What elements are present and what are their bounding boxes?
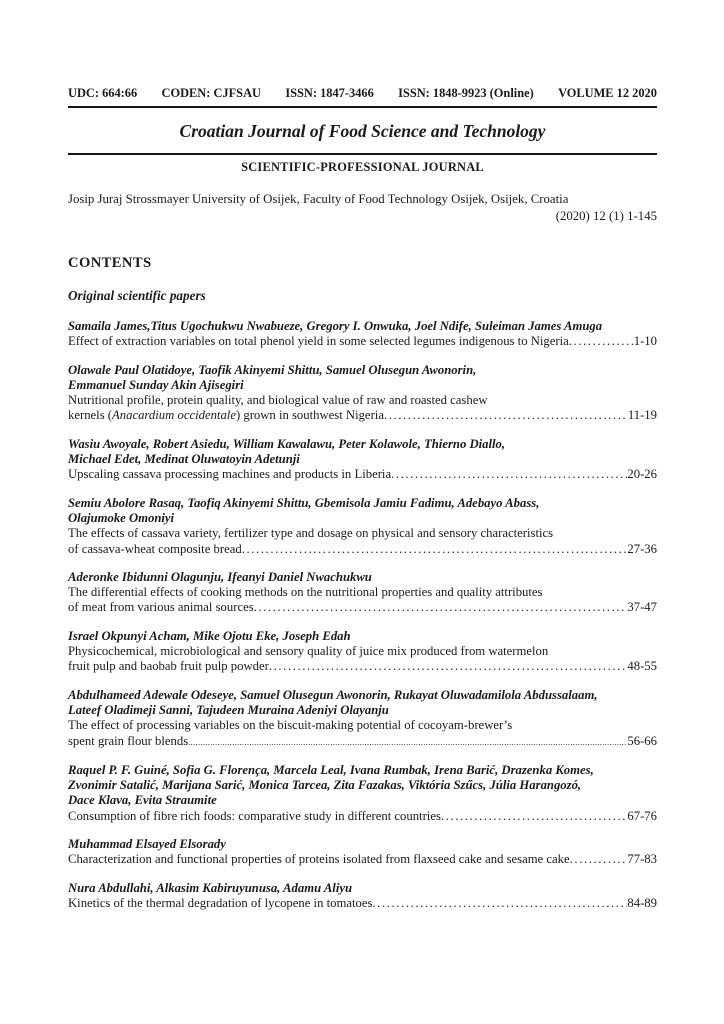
toc-leader-dots — [269, 659, 628, 674]
toc-entry-authors: Raquel P. F. Guiné, Sofia G. Florença, Marcela Leal, Ivana Rumbak, Irena Barić, Drazenka Komes, — [68, 762, 594, 777]
toc-entry-title-text: spent grain flour blends — [68, 733, 189, 748]
toc-entry-pages: 56-66 — [627, 733, 657, 748]
toc-entry-authors: Muhammad Elsayed Elsorady — [68, 837, 226, 852]
issn-online: ISSN: 1848-9923 (Online) — [398, 86, 534, 100]
toc-entry — [68, 319, 657, 350]
toc-leader-dots — [254, 600, 628, 615]
coden-code: CODEN: CJFSAU — [161, 86, 261, 100]
toc-entry-authors: Nura Abdullahi, Alkasim Kabiruyunusa, Adamu Aliyu — [68, 880, 353, 895]
publisher-line: Josip Juraj Strossmayer University of Osijek, Faculty of Food Technology Osijek, Osijek, Croatia — [68, 192, 569, 206]
toc-entry-title-line — [68, 600, 657, 615]
toc-entry-pages: 37-47 — [627, 600, 657, 615]
toc-leader-dots — [384, 408, 628, 423]
header-rule-top — [68, 106, 657, 108]
toc-entry-title-line — [68, 467, 657, 482]
toc-entry-title-text: Consumption of fibre rich foods: comparative study in different countries — [68, 808, 441, 823]
toc-entry-title-line — [68, 734, 657, 750]
toc-entry-authors: Olajumoke Omoniyi — [68, 510, 175, 525]
journal-header — [68, 86, 657, 224]
contents-section — [68, 255, 657, 911]
toc-leader-dots — [441, 809, 627, 824]
toc-entry-authors: Lateef Oladimeji Sanni, Tajudeen Muraina Adeniyi Olayanju — [68, 702, 389, 717]
toc-entry-title-text: Upscaling cassava processing machines and products in Liberia — [68, 467, 392, 482]
toc-entry-title-text: Physicochemical, microbiological and sensory quality of juice mix produced from watermelon — [68, 644, 549, 659]
toc-entry-authors: Zvonimir Satalić, Marijana Sarić, Monica Tarcea, Zita Fazakas, Viktória Szűcs, Júlia Harangozó, — [68, 778, 582, 793]
toc-entry-title-line — [68, 809, 657, 824]
toc-entry-title-line — [68, 718, 657, 733]
toc-entry-authors: Wasiu Awoyale, Robert Asiedu, William Kawalawu, Peter Kolawole, Thierno Diallo, — [68, 436, 506, 451]
toc-entry — [68, 881, 657, 912]
issn-print: ISSN: 1847-3466 — [285, 86, 374, 100]
toc-leader-dots — [391, 467, 627, 482]
toc-entry-authors: Semiu Abolore Rasaq, Taofiq Akinyemi Shittu, Gbemisola Jamiu Fadimu, Adebayo Abass, — [68, 495, 540, 510]
toc-entry-pages: 20-26 — [627, 467, 657, 482]
toc-entry-pages: 1-10 — [633, 334, 657, 349]
toc-entry-pages: 48-55 — [627, 659, 657, 674]
toc-entry-title-text: The differential effects of cooking methods on the nutritional properties and quality attributes — [68, 585, 543, 600]
toc-leader-dots — [570, 852, 628, 867]
toc-entry-title-line — [68, 542, 657, 557]
toc-entry-title-text: of cassava-wheat composite bread — [68, 541, 242, 556]
header-rule-mid — [68, 153, 657, 155]
toc-entry-pages: 67-76 — [627, 808, 657, 823]
toc-entry-title-text: Characterization and functional properties of proteins isolated from flaxseed cake and sesame cake — [68, 852, 570, 867]
toc-entry-title-line — [68, 334, 657, 349]
toc-entry — [68, 629, 657, 675]
toc-entry — [68, 437, 657, 483]
toc-entry-authors: Olawale Paul Olatidoye, Taofik Akinyemi Shittu, Samuel Olusegun Awonorin, — [68, 362, 477, 377]
toc-entry — [68, 763, 657, 824]
toc-entry-title-line — [68, 585, 657, 600]
toc-entry-pages: 27-36 — [627, 541, 657, 556]
toc-entry — [68, 570, 657, 616]
toc-entry-authors: Samaila James,Titus Ugochukwu Nwabueze, Gregory I. Onwuka, Joel Ndife, Suleiman James Amuga — [68, 319, 603, 333]
toc-entry-pages: 11-19 — [627, 408, 657, 423]
toc-entry-title-text: Kinetics of the thermal degradation of lycopene in tomatoes — [68, 895, 373, 910]
toc-entry-title-text: of meat from various animal sources — [68, 600, 254, 615]
volume-label: VOLUME 12 2020 — [558, 86, 657, 100]
toc-leader-dots — [242, 542, 628, 557]
toc-entry — [68, 363, 657, 424]
toc-entry — [68, 837, 657, 868]
toc-entry-authors: Aderonke Ibidunni Olagunju, Ifeanyi Daniel Nwachukwu — [68, 569, 372, 584]
toc-entry-title-text: Effect of extraction variables on total phenol yield in some selected legumes indigenous to Nigeria — [68, 334, 569, 349]
toc-entry-title-text: Nutritional profile, protein quality, and biological value of raw and roasted cashew — [68, 393, 488, 408]
issue-info: (2020) 12 (1) 1-145 — [555, 209, 657, 223]
toc-leader-dots — [188, 734, 627, 750]
toc-entry-title-text: kernels (Anacardium occidentale) grown in southwest Nigeria — [68, 408, 384, 423]
journal-subtitle: SCIENTIFIC-PROFESSIONAL JOURNAL — [241, 160, 484, 174]
toc-entry-title-line — [68, 526, 657, 541]
toc-entry-title-text: The effects of cassava variety, fertilizer type and dosage on physical and sensory characteristics — [68, 526, 554, 541]
toc-entry-title-line — [68, 644, 657, 659]
toc-entry-pages: 77-83 — [627, 852, 657, 867]
toc-entry-pages: 84-89 — [627, 895, 657, 910]
contents-heading: CONTENTS — [68, 255, 152, 271]
toc-entry-authors: Emmanuel Sunday Akin Ajisegiri — [68, 377, 244, 392]
toc-entry-title-text: fruit pulp and baobab fruit pulp powder — [68, 659, 269, 674]
toc-entry — [68, 496, 657, 557]
toc-entry-title-line — [68, 852, 657, 867]
toc-entry-title-text: The effect of processing variables on the biscuit-making potential of cocoyam-brewer’s — [68, 718, 513, 733]
toc-list — [68, 319, 657, 911]
toc-entry-authors: Abdulhameed Adewale Odeseye, Samuel Olusegun Awonorin, Rukayat Oluwadamilola Abdussalaam, — [68, 687, 598, 702]
toc-entry-authors: Israel Okpunyi Acham, Mike Ojotu Eke, Joseph Edah — [68, 628, 351, 643]
toc-entry-title-line — [68, 896, 657, 911]
toc-entry-authors: Michael Edet, Medinat Oluwatoyin Adetunji — [68, 452, 300, 467]
toc-entry-authors: Dace Klava, Evita Straumite — [68, 793, 217, 808]
toc-entry-title-line — [68, 659, 657, 674]
toc-leader-dots — [569, 334, 634, 349]
section-label: Original scientific papers — [68, 288, 206, 303]
journal-meta-row — [68, 86, 657, 101]
toc-entry-title-line — [68, 408, 657, 423]
journal-title: Croatian Journal of Food Science and Technology — [179, 121, 546, 141]
toc-entry-title-line — [68, 393, 657, 408]
toc-entry — [68, 688, 657, 750]
toc-leader-dots — [372, 896, 627, 911]
udc-code: UDC: 664:66 — [68, 86, 138, 100]
